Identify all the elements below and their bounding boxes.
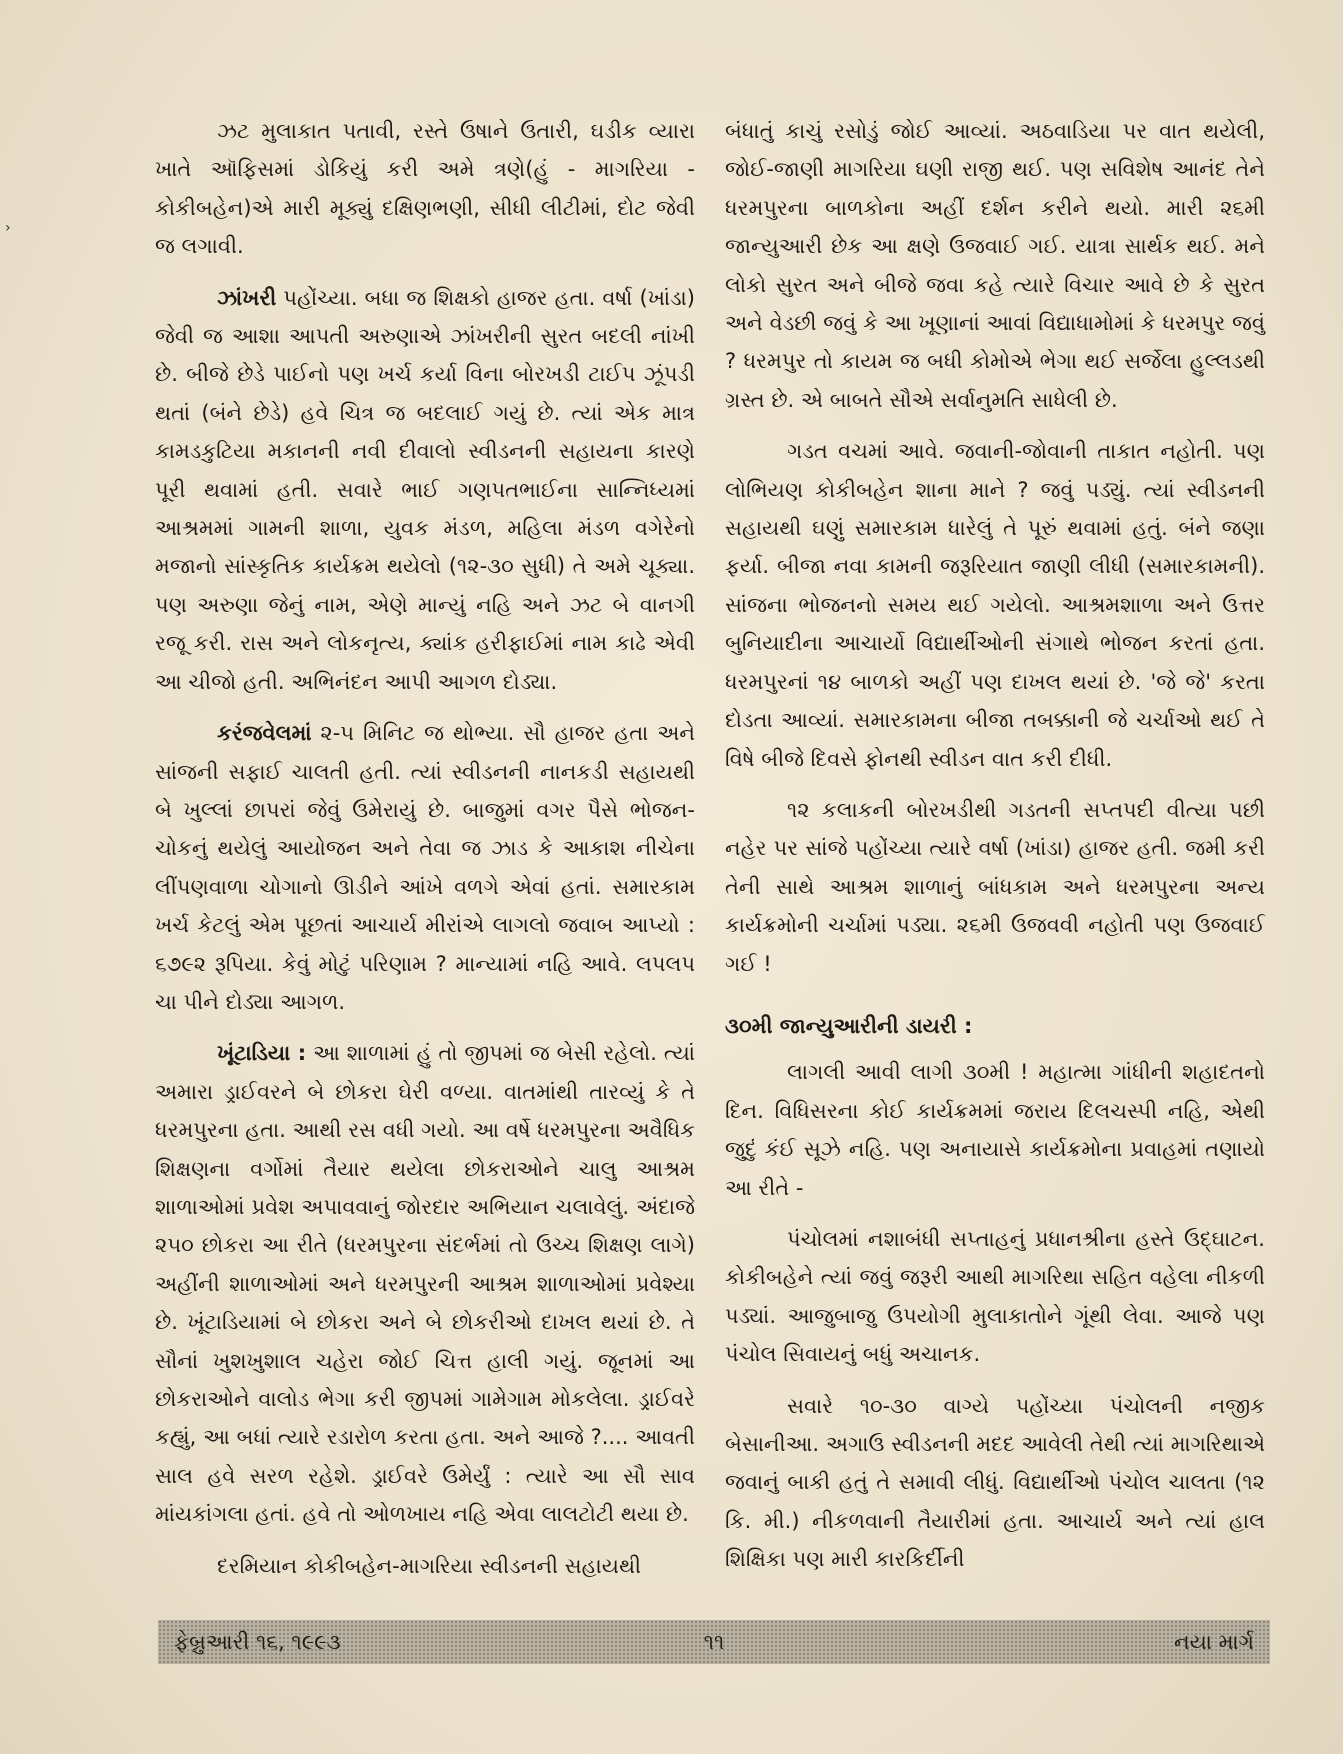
footer-date: ફેબ્રુઆરી ૧૬, ૧૯૯૩ xyxy=(174,1629,341,1654)
page-number: ૧૧ xyxy=(703,1629,725,1654)
paragraph-lead: કરંજવેલમાં xyxy=(217,721,312,746)
paragraph: પંચોલમાં નશાબંધી સપ્તાહનું પ્રધાનશ્રીના હસ્તે ઉદ્ઘાટન. કોકીબહેને ત્યાં જવું જરૂરી આથી માગરિથા સહિત વહેલા નીકળી પડ્યાં. આજુબાજુ ઉપયોગી મુલાકાતોને ગૂંથી લેવા. આજે પણ પંચોલ સિવાયનું બધું અચાનક. xyxy=(725,1226,1265,1367)
paragraph: બંધાતું કાચું રસોડું જોઈ આવ્યાં. અઠવાડિયા પર વાત થયેલી, જોઈ-જાણી માગરિયા ઘણી રાજી થઈ. પણ સવિશેષ આનંદ તેને ધરમપુરના બાળકોના અહીં દર્શન કરીને થયો. મારી ૨૬મી જાન્યુઆરી છેક આ ક્ષણે ઉજવાઈ ગઈ. યાત્રા સાર્થક થઈ. મને લોકો સુરત અને બીજે જવા કહે ત્યારે વિચાર આવે છે કે સુરત અને વેડછી જવું કે આ ખૂણાનાં આવાં વિદ્યાધામોમાં કે ધરમપુર જવું ? ધરમપુર તો કાયમ જ બધી કોમોએ ભેગા થઈ સર્જેલા હુલ્લડથી ગ્રસ્ત છે. એ બાબતે સૌએ સર્વાનુમતિ સાધેલી છે. xyxy=(725,119,1265,412)
paragraph: ઝટ મુલાકાત પતાવી, રસ્તે ઉષાને ઉતારી, ઘડીક વ્યારા ખાતે ઑફિસમાં ડોકિયું કરી અમે ત્રણે(હું - માગરિયા - કોકીબહેન)એ મારી મૂક્યું દક્ષિણભણી, સીધી લીટીમાં, દોટ જેવી જ લગાવી. xyxy=(155,119,695,259)
right-column xyxy=(725,112,1265,1592)
publication-name: નયા માર્ગ xyxy=(1174,1629,1254,1654)
paragraph: દરમિયાન કોકીબહેન-માગરિયા સ્વીડનની સહાયથી xyxy=(217,1553,642,1578)
left-column xyxy=(155,112,695,1598)
paragraph: સવારે ૧૦-૩૦ વાગ્યે પહોંચ્યા પંચોલની નજીક બેસાનીઆ. અગાઉ સ્વીડનની મદદ આવેલી તેથી ત્યાં માગરિથાએ જવાનું બાકી હતું તે સમાવી લીધું. વિદ્યાર્થીઓ પંચોલ ચાલતા (૧૨ કિ. મી.) નીકળવાની તૈયારીમાં હતા. આચાર્ય અને ત્યાં હાલ શિક્ષિકા પણ મારી કારકિર્દીની xyxy=(725,1393,1265,1572)
page-footer xyxy=(158,1620,1270,1664)
section-heading: ૩૦મી જાન્યુઆરીની ડાયરી : xyxy=(725,1013,973,1038)
paragraph-lead: ઝાંખરી xyxy=(217,285,277,310)
paragraph: ખૂંટાડિયા : આ શાળામાં હું તો જીપમાં જ બેસી રહેલો. ત્યાં અમારા ડ્રાઈવરને બે છોકરા ઘેરી વળ્યા. વાતમાંથી તારવ્યું કે તે ધરમપુરના હતા. આથી રસ વધી ગયો. આ વર્ષે ધરમપુરના અવૈધિક શિક્ષણના વર્ગોમાં તૈયાર થયેલા છોકરાઓને ચાલુ આશ્રમ શાળાઓમાં પ્રવેશ અપાવવાનું જોરદાર અભિયાન ચલાવેલું. અંદાજે ૨૫૦ છોકરા આ રીતે (ધરમપુરના સંદર્ભમાં તો ઉચ્ચ શિક્ષણ લાગે) અહીંની શાળાઓમાં અને ધરમપુરની આશ્રમ શાળાઓમાં પ્રવેશ્યા છે. ખૂંટાડિયામાં બે છોકરા અને બે છોકરીઓ દાખલ થયાં છે. તે સૌનાં ખુશખુશાલ ચહેરા જોઈ ચિત્ત હાલી ગયું. જૂનમાં આ છોકરાઓને વાલોડ ભેગા કરી જીપમાં ગામેગામ મોકલેલા. ડ્રાઈવરે કહ્યું, આ બધાં ત્યારે રડારોળ કરતા હતા. અને આજે ?.... આવતી સાલ હવે સરળ રહેશે. ડ્રાઈવરે ઉમેર્યું : ત્યારે આ સૌ સાવ માંયકાંગલા હતાં. હવે તો ઓળખાય નહિ એવા લાલટોટી થયા છે. xyxy=(155,1041,695,1527)
paragraph: ઝાંખરી પહોંચ્યા. બધા જ શિક્ષકો હાજર હતા. વર્ષા (ખાંડા) જેવી જ આશા આપતી અરુણાએ ઝાંખરીની સુરત બદલી નાંખી છે. બીજે છેડે પાઈનો પણ ખર્ચ કર્યા વિના બોરખડી ટાઈપ ઝૂંપડી થતાં (બંને છેડે) હવે ચિત્ર જ બદલાઈ ગયું છે. ત્યાં એક માત્ર કામડકુટિયા મકાનની નવી દીવાલો સ્વીડનની સહાયના કારણે પૂરી થવામાં હતી. સવારે ભાઈ ગણપતભાઈના સાન્નિધ્યમાં આશ્રમમાં ગામની શાળા, યુવક મંડળ, મહિલા મંડળ વગેરેનો મજાનો સાંસ્કૃતિક કાર્યક્રમ થયેલો (૧૨-૩૦ સુધી) તે અમે ચૂક્યા. પણ અરુણા જેનું નામ, એણે માન્યું નહિ અને ઝટ બે વાનગી રજૂ કરી. રાસ અને લોકનૃત્ય, ક્યાંક હરીફાઈમાં નામ કાઢે એવી આ ચીજો હતી. અભિનંદન આપી આગળ દોડ્યા. xyxy=(155,285,695,694)
paragraph: લાગલી આવી લાગી ૩૦મી ! મહાત્મા ગાંધીની શહાદતનો દિન. વિધિસરના કોઈ કાર્યક્રમમાં જરાય દિલચસ્પી નહિ, એથી જુદું કંઈ સૂઝે નહિ. પણ અનાયાસે કાર્યક્રમોના પ્રવાહમાં તણાયો આ રીતે - xyxy=(725,1060,1265,1200)
paragraph: કરંજવેલમાં ૨-૫ મિનિટ જ થોભ્યા. સૌ હાજર હતા અને સાંજની સફાઈ ચાલતી હતી. ત્યાં સ્વીડનની નાનકડી સહાયથી બે ખુલ્લાં છાપરાં જેવું ઉમેરાયું છે. બાજુમાં વગર પૈસે ભોજન-ચોકનું થયેલું આયોજન અને તેવા જ ઝાડ કે આકાશ નીચેના લીંપણવાળા ચોગાનો ઊડીને આંખે વળગે એવાં હતાં. સમારકામ ખર્ચ કેટલું એમ પૂછતાં આચાર્ય મીરાંએ લાગલો જવાબ આપ્યો : ૬૭૯૨ રૂપિયા. કેવું મોટું પરિણામ ? માન્યામાં નહિ આવે. લપલપ ચા પીને દોડ્યા આગળ. xyxy=(155,721,695,1014)
paragraph-lead: ખૂંટાડિયા : xyxy=(217,1041,307,1066)
paragraph: ૧૨ કલાકની બોરખડીથી ગડતની સપ્તપદી વીત્યા પછી નહેર પર સાંજે પહોંચ્યા ત્યારે વર્ષા (ખાંડા) હાજર હતી. જમી કરી તેની સાથે આશ્રમ શાળાનું બાંધકામ અને ધરમપુરના અન્ય કાર્યક્રમોની ચર્ચામાં પડ્યા. ૨૬મી ઉજવવી નહોતી પણ ઉજવાઈ ગઈ ! xyxy=(725,797,1265,976)
margin-mark: › xyxy=(5,220,11,236)
paragraph: ગડત વચમાં આવે. જવાની-જોવાની તાકાત નહોતી. પણ લોભિયણ કોકીબહેન શાના માને ? જવું પડ્યું. ત્યાં સ્વીડનની સહાયથી ઘણું સમારકામ ધારેલું તે પૂરું થવામાં હતું. બંને જણા ફર્યા. બીજા નવા કામની જરૂરિયાત જાણી લીધી (સમારકામની). સાંજના ભોજનનો સમય થઈ ગયેલો. આશ્રમશાળા અને ઉત્તર બુનિયાદીના આચાર્યો વિદ્યાર્થીઓની સંગાથે ભોજન કરતાં હતા. ધરમપુરનાં ૧૪ બાળકો અહીં પણ દાખલ થયાં છે. 'જે જે' કરતા દોડતા આવ્યાં. સમારકામના બીજા તબક્કાની જે ચર્ચાઓ થઈ તે વિષે બીજે દિવસે ફોનથી સ્વીડન વાત કરી દીધી. xyxy=(725,439,1265,771)
